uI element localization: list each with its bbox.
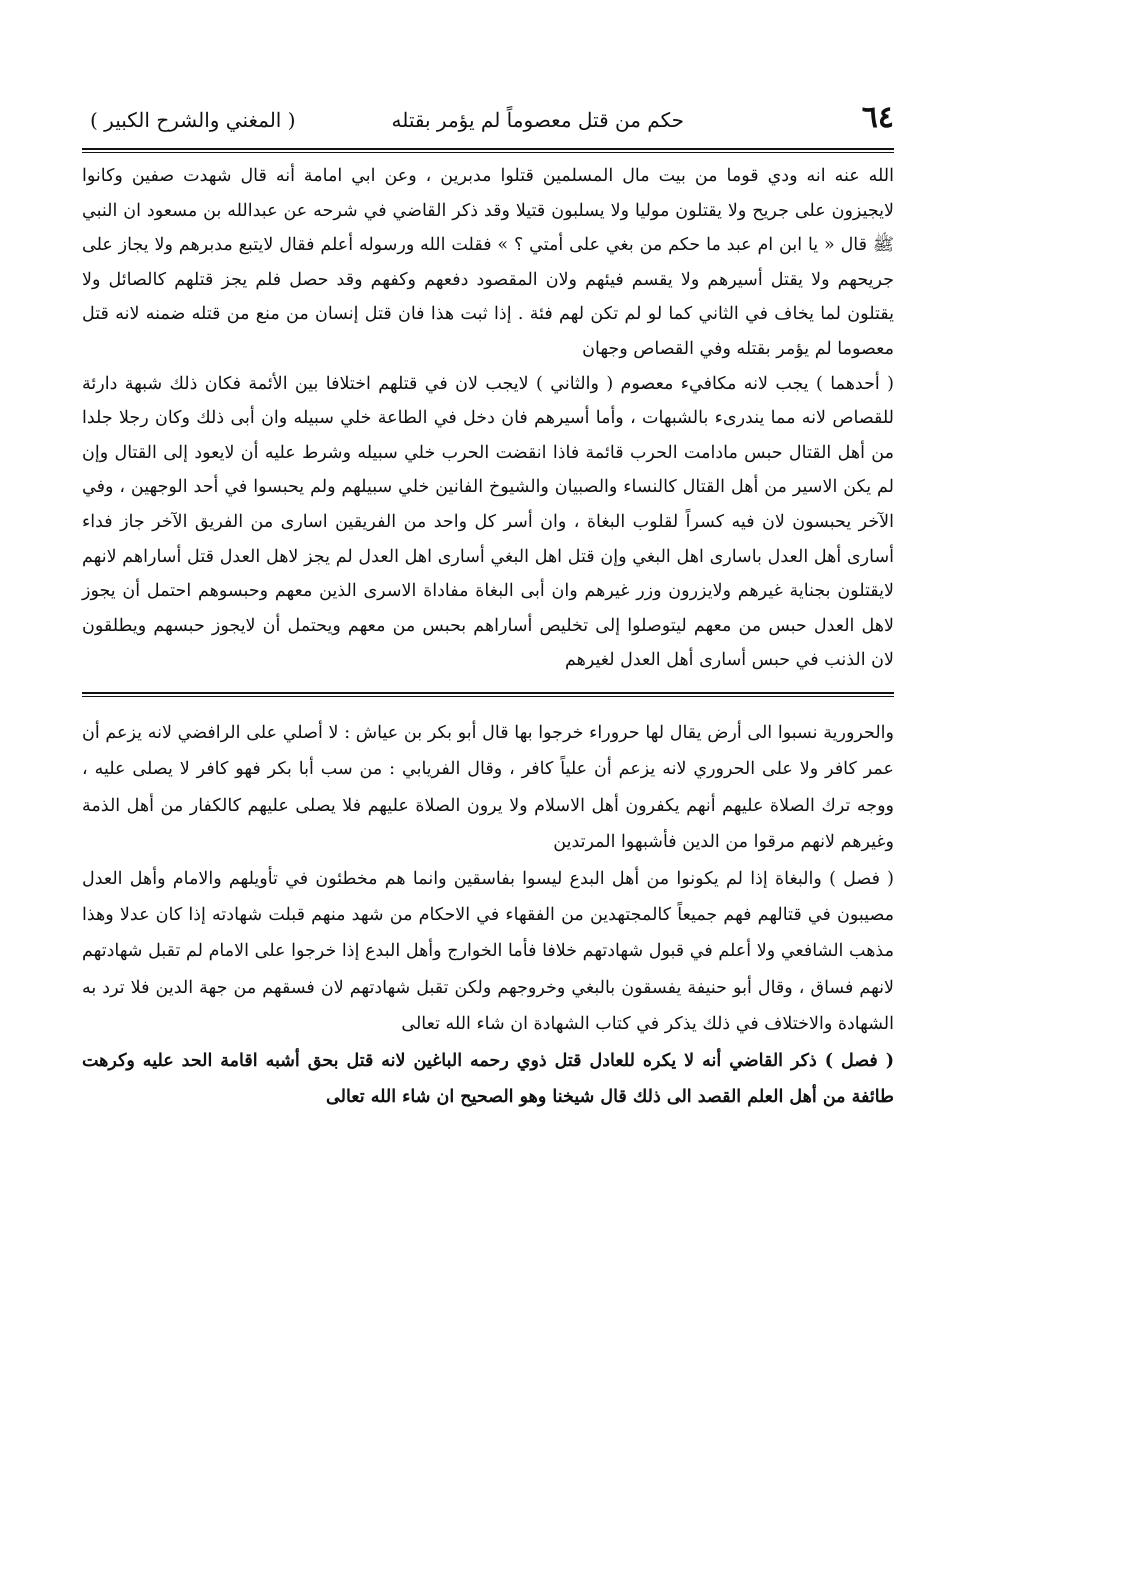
section-divider (82, 692, 894, 697)
commentary-paragraph-bold: ( فصل ) ذكر القاضي أنه لا يكره للعادل قتل ذوي رحمه الباغين لانه قتل بحق أشبه اقامة الحد عليه وكرهت طائفة من أهل العلم القصد الى ذلك قال شيخنا وهو الصحيح ان شاء الله تعالى (82, 1050, 894, 1107)
book-title: ( المغني والشرح الكبير ) (90, 108, 296, 132)
commentary-text (82, 715, 894, 1115)
main-text (82, 159, 894, 678)
running-title: حكم من قتل معصوماً لم يؤمر بقتله (391, 108, 684, 132)
header-rule (82, 148, 894, 153)
page-header (82, 98, 894, 144)
commentary-paragraph: والحرورية نسبوا الى أرض يقال لها حروراء خرجوا بها قال أبو بكر بن عياش : لا أصلي على الرافضي لانه يزعم أن عمر كافر ولا على الحروري لانه يزعم أن علياً كافر ، وقال الفريابي : من سب أبا بكر فهو كافر لا يصلى عليه ، ووجه ترك الصلاة عليهم أنهم يكفرون أهل الاسلام ولا يرون الصلاة عليهم فلا يصلى عليهم كالكفار من أهل الذمة وغيرهم لانهم مرقوا من الدين فأشبهوا المرتدين (82, 722, 894, 853)
commentary-paragraph: ( فصل ) والبغاة إذا لم يكونوا من أهل البدع ليسوا بفاسقين وانما هم مخطئون في تأويلهم والامام وأهل العدل مصيبون في قتالهم فهم جميعاً كالمجتهدين من الفقهاء في الاحكام من شهد منهم قبلت شهادته إذا كان عدلا وهذا مذهب الشافعي ولا أعلم في قبول شهادتهم خلافا فأما الخوارج وأهل البدع إذا خرجوا على الامام لم تقبل شهادتهم لانهم فساق ، وقال أبو حنيفة يفسقون بالبغي وخروجهم ولكن تقبل شهادتهم لان فسقهم من جهة الدين فلا ترد به الشهادة والاختلاف في ذلك يذكر في كتاب الشهادة ان شاء الله تعالى (82, 868, 894, 1035)
page (82, 98, 894, 1115)
main-paragraph: الله عنه انه ودي قوما من بيت مال المسلمين قتلوا مدبرين ، وعن ابي امامة أنه قال شهدت صفين وكانوا لايجيزون على جريح ولا يقتلون موليا ولا يسلبون قتيلا وقد ذكر القاضي في شرحه عن عبدالله بن مسعود ان النبي ﷺ قال « يا ابن ام عبد ما حكم من بغي على أمتي ؟ » فقلت الله ورسوله أعلم فقال لايتبع مدبرهم ولا يجاز على جريحهم ولا يقتل أسيرهم ولا يقسم فيئهم ولان المقصود دفعهم وكفهم وقد حصل فلم يجز قتلهم كالصائل ولا يقتلون لما يخاف في الثاني كما لو لم تكن لهم فئة . إذا ثبت هذا فان قتل إنسان من منع من قتله ضمنه لانه قتل معصوما لم يؤمر بقتله وفي القصاص وجهان (82, 166, 894, 359)
main-paragraph: ( أحدهما ) يجب لانه مكافيء معصوم ( والثاني ) لايجب لان في قتلهم اختلافا بين الأئمة فكان ذلك شبهة دارئة للقصاص لانه مما يندرىء بالشبهات ، وأما أسيرهم فان دخل في الطاعة خلي سبيله وان أبى ذلك وكان رجلا جلدا من أهل القتال حبس مادامت الحرب قائمة فاذا انقضت الحرب خلي سبيله وشرط عليه أن لايعود إلى القتال وإن لم يكن الاسير من أهل القتال كالنساء والصبيان والشيوخ الفانين خلي سبيلهم ولم يحبسوا في أحد الوجهين ، وفي الآخر يحبسون لان فيه كسراً لقلوب البغاة ، وان أسر كل واحد من الفريقين اسارى من الفريق الآخر جاز فداء أسارى أهل العدل باسارى اهل البغي وإن قتل اهل البغي أسارى اهل العدل لم يجز لاهل العدل قتل أساراهم لانهم لايقتلون بجناية غيرهم ولايزرون وزر غيرهم وان أبى البغاة مفاداة الاسرى الذين معهم وحبسوهم احتمل أن يجوز لاهل العدل حبس من معهم ليتوصلوا إلى تخليص أساراهم بحبس من معهم ويحتمل أن لايجوز حبسهم ويطلقون لان الذنب في حبس أسارى أهل العدل لغيرهم (82, 373, 894, 671)
page-number: ٦٤ (861, 100, 894, 135)
